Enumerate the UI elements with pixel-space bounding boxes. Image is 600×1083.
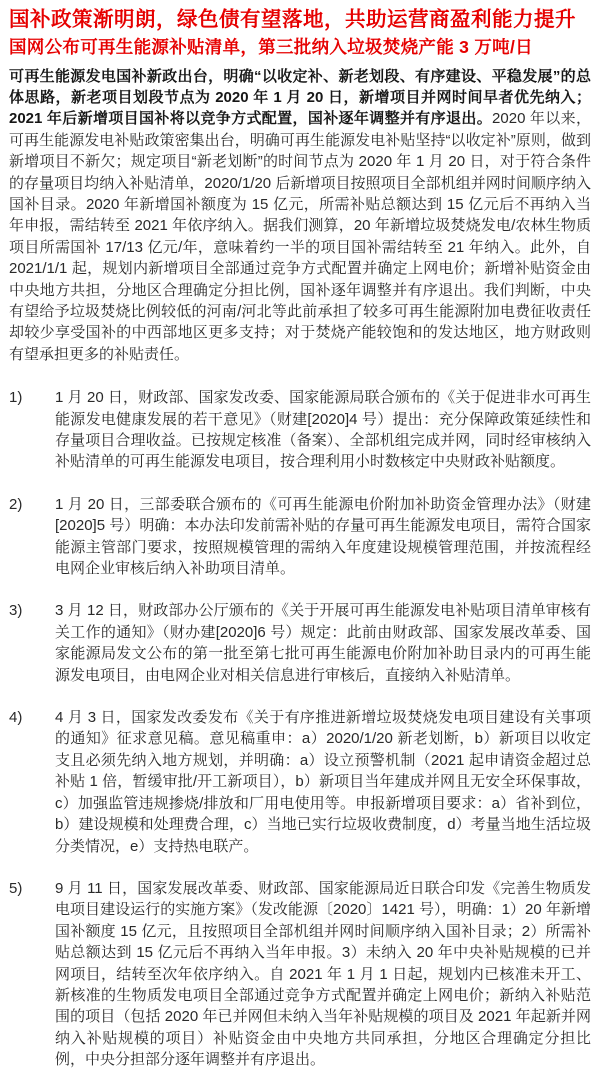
list-item-1 (9, 387, 591, 473)
summary-bold-lead: 可再生能源发电国补新政出台，明确“以收定补、新老划段、有序建设、平稳发展”的总体思路，新老项目划段节点为 2020 年 1 月 20 日，新增项目并网时间早者优先纳入；2021 年后新增项目国补将以竞争方式配置，国补逐年调整并有序退出。 (9, 67, 591, 128)
list-item-2 (9, 494, 591, 580)
list-item-5-text: 9 月 11 日，国家发展改革委、财政部、国家能源局近日联合印发《完善生物质发电项目建设运行的实施方案》（发改能源〔2020〕1421 号），明确：1）20 年新增国补额度 15 亿元，且按照项目全部机组并网时间顺序纳入国补目录；2）所需补贴总额达到 15 亿元后不再纳入当年申报。3）未纳入 20 年中央补贴规模的已并网项目，结转至次年依序纳入。自 2021 年 1 月 1 日起，规划内已核准未开工、新核准的生物质发电项目全部通过竞争方式配置并确定上网电价；新纳入补贴范围的项目（包括 2020 年已并网但未纳入当年补贴规模的项目及 2021 年起新并网纳入补贴规模的项目）补贴资金由中央地方共同承担，分地区合理确定分担比例，中央分担部分逐年调整并有序退出。 (55, 879, 591, 1069)
list-item-3 (9, 600, 591, 686)
list-item-4-number: 4) (9, 709, 23, 727)
list-item-5-number: 5) (9, 879, 23, 897)
report-subtitle: 国网公布可再生能源补贴清单，第三批纳入垃圾焚烧产能 3 万吨/日 (9, 36, 533, 57)
list-item-5 (9, 878, 591, 1071)
summary-body-text: 2020 年以来，可再生能源发电补贴政策密集出台，明确可再生能源发电补贴坚持“以收定补”原则，做到新增项目不新欠；规定项目“新老划断”的时间节点为 2020 年 1 月 20 日，对于符合条件的存量项目均纳入补贴清单，2020/1/20 后新增项目按照项目全部机组并网时间顺序纳入国补目录。2020 年新增国补额度为 15 亿元，所需补贴总额达到 15 亿元后不再纳入当年申报，需结转至 2021 年依序纳入。据我们测算，20 年新增垃圾焚烧发电/农林生物质项目所需国补 17/13 亿元/年，意味着约一半的项目国补需结转至 21 年纳入。此外，自 2021/1/1 起，规划内新增项目全部通过竞争方式配置并确定上网电价；新增补贴资金由中央地方共担，分地区合理确定分担比例，国补逐年调整并有序退出。我们判断，中央有望给予垃圾焚烧比例较低的河南/河北等此前承担了较多可再生能源附加电费征收责任却较少享受国补的中西部地区更多支持；对于焚烧产能较饱和的发达地区，地方财政则有望承担更多的补贴责任。 (9, 110, 591, 363)
list-item-2-number: 2) (9, 495, 23, 513)
summary-paragraph (9, 66, 591, 366)
list-item-4 (9, 707, 591, 857)
policy-list (9, 387, 591, 1070)
list-item-2-text: 1 月 20 日，三部委联合颁布的《可再生能源电价附加补助资金管理办法》（财建[2020]5 号）明确：本办法印发前需补贴的存量可再生能源发电项目，需符合国家能源主管部门要求，按照规模管理的需纳入年度建设规模管理范围，并按流程经电网企业审核后纳入补助项目清单。 (55, 495, 591, 578)
list-item-4-text: 4 月 3 日，国家发改委发布《关于有序推进新增垃圾焚烧发电项目建设有关事项的通知》征求意见稿。意见稿重申：a）2020/1/20 新老划断，b）新项目以收定支且必须先纳入地方规划，并明确：a）设立预警机制（2021 起申请资金超过总补贴 1 倍，暂缓审批/开工新项目），b）新项目当年建成并网且无安全环保事故，c）加强监管违规掺烧/排放和厂用电使用等。申报新增项目要求：a）省补到位，b）建设规模和处理费合理，c）当地已实行垃圾收费制度，d）考量当地生活垃圾分类情况，e）支持热电联产。 (55, 709, 591, 855)
list-item-3-text: 3 月 12 日，财政部办公厅颁布的《关于开展可再生能源发电补贴项目清单审核有关工作的通知》（财办建[2020]6 号）规定：此前由财政部、国家发展改革委、国家能源局发文公布的第一批至第七批可再生能源电价附加补助目录内的可再生能源发电项目，由电网企业对相关信息进行审核后，直接纳入补贴清单。 (55, 602, 591, 684)
list-item-1-number: 1) (9, 389, 23, 407)
list-item-1-text: 1 月 20 日，财政部、国家发改委、国家能源局联合颁布的《关于促进非水可再生能源发电健康发展的若干意见》（财建[2020]4 号）提出：充分保障政策延续性和存量项目合理收益。已按规定核准（备案）、全部机组完成并网，同时经审核纳入补贴清单的可再生能源发电项目，按合理利用小时数核定中央财政补贴额度。 (55, 389, 591, 471)
report-title: 国补政策渐明朗，绿色债有望落地，共助运营商盈利能力提升 (9, 8, 576, 31)
list-item-3-number: 3) (9, 602, 23, 620)
